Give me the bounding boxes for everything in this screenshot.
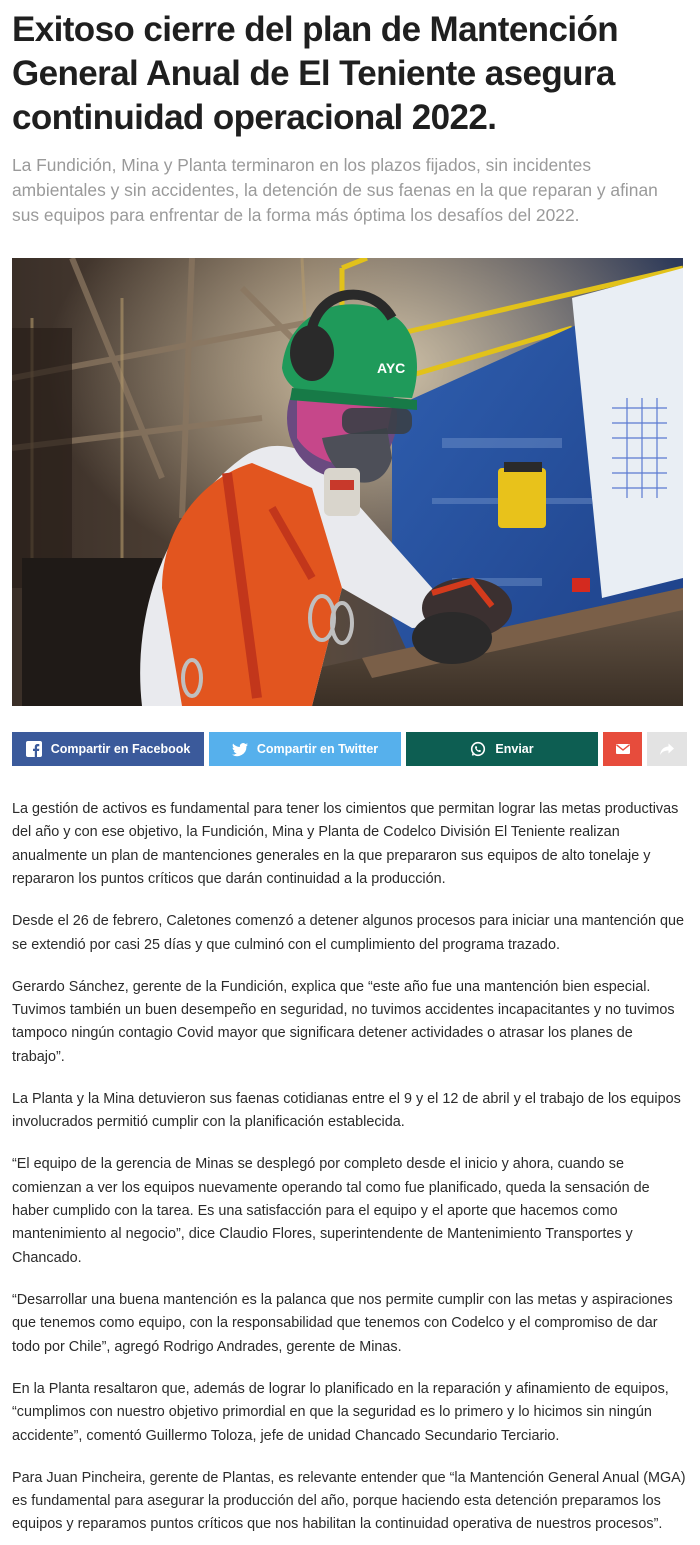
share-arrow-icon (659, 741, 675, 757)
facebook-icon (26, 741, 42, 757)
body-paragraph: En la Planta resaltaron que, además de lograr lo planificado en la reparación y afinamiento de equipos, “cumplimos con nuestro objetivo primordial en que la seguridad es lo primero y lo hicimos sin ningún accidente”, comentó Guillermo Toloza, jefe de unidad Chancado Secundario Terciario. (12, 1380, 669, 1444)
share-facebook-button[interactable] (12, 732, 204, 766)
share-more-button[interactable] (647, 732, 687, 766)
helmet-logo-text: AYC (377, 360, 406, 376)
share-whatsapp-button[interactable] (406, 732, 598, 766)
envelope-icon (615, 741, 631, 757)
body-paragraph: Para Juan Pincheira, gerente de Plantas, es relevante entender que “la Mantención General Anual (MGA) es fundamental para asegurar la producción del año, porque haciendo esta detención preparamos los equipos y reparamos puntos críticos que nos habilitan la continuidad operativa de nuestros procesos”. (12, 1469, 686, 1533)
twitter-icon (232, 741, 248, 757)
body-paragraph: Gerardo Sánchez, gerente de la Fundición, explica que “este año fue una mantención bien especial. Tuvimos también un buen desempeño en seguridad, no tuvimos accidentes incapacitantes y no tuvimos tampoco ningún contagio Covid mayor que significara detener actividades o atrasar los planes de trabajo”. (12, 978, 675, 1065)
body-paragraph: Desde el 26 de febrero, Caletones comenzó a detener algunos procesos para iniciar una mantención que se extendió por casi 25 días y que culminó con el cumplimiento del programa trazado. (12, 913, 684, 953)
share-facebook-label: Compartir en Facebook (50, 742, 191, 756)
body-paragraph: La gestión de activos es fundamental para tener los cimientos que permitan lograr las metas productivas del año y con ese objetivo, la Fundición, Mina y Planta de Codelco División El Teniente realizan anualmente un plan de mantenciones generales en la que prepararon sus equipos de alto tonelaje y repararon los puntos críticos que darán continuidad a la producción. (12, 801, 679, 888)
share-bar (12, 732, 688, 766)
share-email-button[interactable] (603, 732, 642, 766)
hero-image (12, 258, 683, 706)
share-whatsapp-label: Enviar (495, 742, 534, 756)
article-subtitle: La Fundición, Mina y Planta terminaron en los plazos fijados, sin incidentes ambientales y sin accidentes, la detención de sus faenas en la que reparan y afinan sus equipos para enfrentar de la forma más óptima los desafíos del 2022. (12, 155, 658, 225)
body-paragraph: “El equipo de la gerencia de Minas se desplegó por completo desde el inicio y ahora, cuando se comienzan a ver los equipos nuevamente operando tal como fue planificado, queda la sensación de haber cumplido con la tarea. Es una satisfacción para el equipo y el aporte que hacemos como mantenimiento al negocio”, dice Claudio Flores, superintendente de Mantenimiento Transportes y Chancado. (12, 1156, 650, 1266)
share-twitter-button[interactable] (209, 732, 401, 766)
whatsapp-icon (470, 741, 486, 757)
article-title: Exitoso cierre del plan de Mantención General Anual de El Teniente asegura continuidad operacional 2022. (12, 10, 619, 137)
share-twitter-label: Compartir en Twitter (256, 742, 379, 756)
body-paragraph: “Desarrollar una buena mantención es la palanca que nos permite cumplir con las metas y aspiraciones que tenemos como equipo, con la responsabilidad que tenemos con Codelco y el compromiso de dar todo por Chile”, agregó Rodrigo Andrades, gerente de Minas. (12, 1291, 673, 1355)
body-paragraph: La Planta y la Mina detuvieron sus faenas cotidianas entre el 9 y el 12 de abril y el trabajo de los equipos involucrados permitió cumplir con la planificación establecida. (12, 1090, 681, 1131)
article-body (12, 798, 688, 1545)
